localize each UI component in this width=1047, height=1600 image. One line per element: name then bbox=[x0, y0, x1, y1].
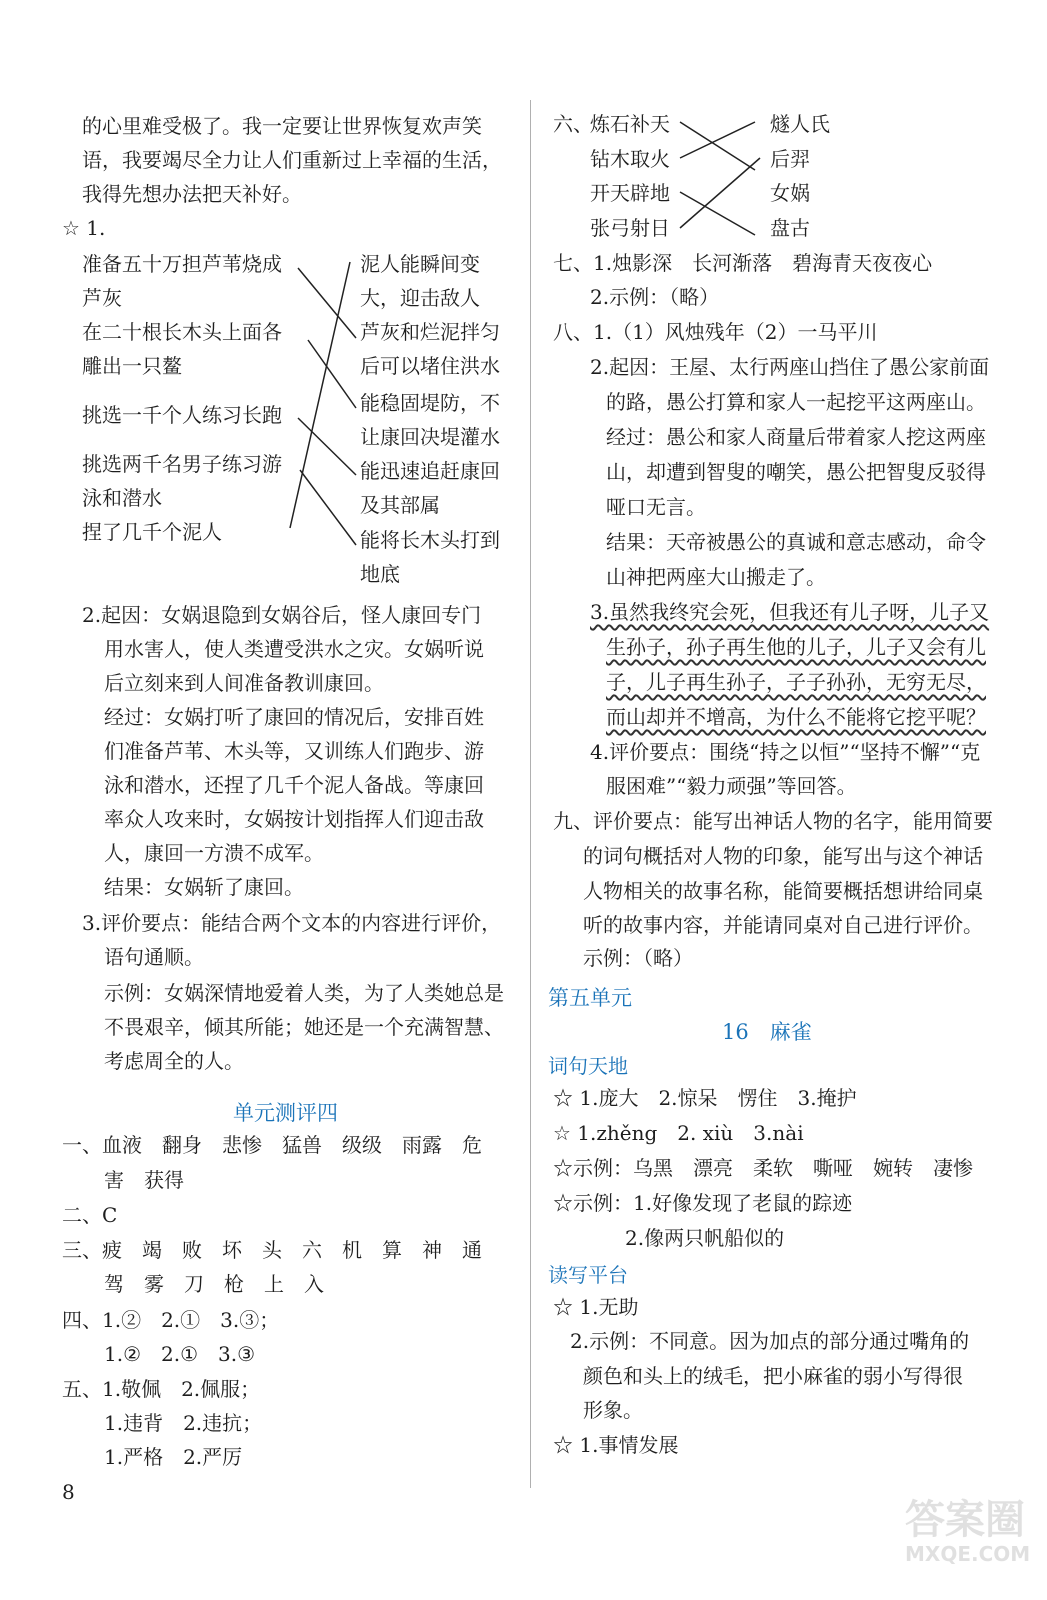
answer-wu-1: 五、1.敬佩 2.佩服； bbox=[62, 1377, 261, 1401]
match-left-4b: 泳和潜水 bbox=[82, 486, 162, 510]
ba2-line-4: 山，却遭到智叟的嘲笑，愚公把智叟反驳得 bbox=[606, 460, 986, 484]
ba2-line-2: 的路，愚公打算和家人一起挖平这两座山。 bbox=[606, 390, 986, 414]
q3-line-4: 不畏艰辛，倾其所能；她还是一个充满智慧、 bbox=[104, 1015, 504, 1039]
match-right-3b: 让康回决堤灌水 bbox=[360, 425, 500, 449]
match-right-1a: 泥人能瞬间变 bbox=[360, 252, 480, 276]
ciju-line-1: ☆ 1.庞大 2.惊呆 愣住 3.掩护 bbox=[553, 1086, 857, 1110]
ba2-line-6: 结果：天帝被愚公的真诚和意志感动，命令 bbox=[606, 530, 986, 554]
match-line-5 bbox=[300, 470, 356, 545]
watermark-text: 答案圈 bbox=[905, 1497, 1025, 1543]
ciju-line-5: 2.像两只帆船似的 bbox=[625, 1226, 785, 1250]
match-line-4 bbox=[298, 418, 356, 475]
match-left-5: 捏了几千个泥人 bbox=[82, 520, 222, 544]
ba3-line-2: 生孙子，孙子再生他的儿子，儿子又会有儿 bbox=[606, 635, 986, 659]
ciju-line-4: ☆示例：1.好像发现了老鼠的踪迹 bbox=[553, 1191, 853, 1215]
match-right-2a: 芦灰和烂泥拌匀 bbox=[360, 320, 500, 344]
ba3-line-1: 3.虽然我终究会死，但我还有儿子呀，儿子又 bbox=[590, 600, 990, 624]
ciju-heading: 词句天地 bbox=[548, 1054, 628, 1078]
liu-line-2 bbox=[680, 122, 755, 158]
liu-right-3: 女娲 bbox=[770, 181, 810, 205]
answer-wu-3: 1.严格 2.严厉 bbox=[104, 1445, 243, 1469]
duxie-line-3: 颜色和头上的绒毛，把小麻雀的弱小写得很 bbox=[583, 1364, 963, 1388]
match-line-3 bbox=[290, 262, 350, 528]
q2-line-2: 用水害人，使人类遭受洪水之灾。女娲听说 bbox=[104, 637, 484, 661]
match-right-1b: 大，迎击敌人 bbox=[360, 286, 480, 310]
ba4-line-1: 4.评价要点：围绕“持之以恒”“坚持不懈”“克 bbox=[590, 740, 981, 764]
q3-line-3: 示例：女娲深情地爱着人类，为了人类她总是 bbox=[104, 981, 504, 1005]
answer-qi-2: 2.示例：（略） bbox=[590, 285, 720, 309]
liu-line-3 bbox=[680, 192, 755, 235]
ba2-line-7: 山神把两座大山搬走了。 bbox=[606, 565, 826, 589]
q2-line-9: 结果：女娲斩了康回。 bbox=[104, 875, 304, 899]
duxie-line-4: 形象。 bbox=[583, 1398, 643, 1422]
watermark-url: MXQE.COM bbox=[905, 1542, 1031, 1566]
match-left-2a: 在二十根长木头上面各 bbox=[82, 320, 282, 344]
q2-line-1: 2.起因：女娲退隐到女娲谷后，怪人康回专门 bbox=[82, 603, 482, 627]
match-right-5a: 能将长木头打到 bbox=[360, 528, 500, 552]
ba3-line-3: 子，儿子再生孙子，子子孙孙，无穷无尽， bbox=[606, 670, 986, 694]
liu-right-2: 后羿 bbox=[770, 147, 810, 171]
intro-line-3: 我得先想办法把天补好。 bbox=[82, 182, 302, 206]
match-left-1b: 芦灰 bbox=[82, 286, 122, 310]
jiu-line-4: 听的故事内容，并能请同桌对自己进行评价。 bbox=[583, 913, 983, 937]
match-left-2b: 雕出一只鳌 bbox=[82, 354, 182, 378]
jiu-line-3: 人物相关的故事名称，能简要概括想讲给同桌 bbox=[583, 879, 983, 903]
intro-line-2: 语，我要竭尽全力让人们重新过上幸福的生活， bbox=[82, 148, 502, 172]
duxie-heading: 读写平台 bbox=[548, 1263, 628, 1287]
liu-left-3: 开天辟地 bbox=[590, 181, 670, 205]
q1-label: ☆ 1. bbox=[62, 216, 106, 240]
ba2-line-3: 经过：愚公和家人商量后带着家人挖这两座 bbox=[606, 425, 986, 449]
q3-line-1: 3.评价要点：能结合两个文本的内容进行评价， bbox=[82, 911, 502, 935]
duxie-line-5: ☆ 1.事情发展 bbox=[553, 1433, 679, 1457]
q2-line-4: 经过：女娲打听了康回的情况后，安排百姓 bbox=[104, 705, 484, 729]
match-right-3a: 能稳固堤防，不 bbox=[360, 391, 500, 415]
match-right-2b: 后可以堵住洪水 bbox=[360, 354, 500, 378]
answer-wu-2: 1.违背 2.违抗； bbox=[104, 1411, 263, 1435]
liu-line-4 bbox=[680, 158, 760, 228]
liu-left-4: 张弓射日 bbox=[590, 216, 670, 240]
jiu-line-5: 示例：（略） bbox=[583, 946, 693, 970]
q2-line-6: 泳和潜水，还捏了几千个泥人备战。等康回 bbox=[104, 773, 484, 797]
match-right-4b: 及其部属 bbox=[360, 493, 440, 517]
intro-line-1: 的心里难受极了。我一定要让世界恢复欢声笑 bbox=[82, 114, 482, 138]
watermark-logo bbox=[905, 1497, 1040, 1592]
duxie-line-1: ☆ 1.无助 bbox=[553, 1295, 639, 1319]
ba2-line-1: 2.起因：王屋、太行两座山挡住了愚公家前面 bbox=[590, 355, 990, 379]
answer-qi-1: 七、1.烛影深 长河渐落 碧海青天夜夜心 bbox=[553, 251, 933, 275]
q2-line-5: 们准备芦苇、木头等，又训练人们跑步、游 bbox=[104, 739, 484, 763]
liu-right-1: 燧人氏 bbox=[770, 112, 830, 136]
ciju-line-2: ☆ 1.zhěng 2. xiù 3.nài bbox=[553, 1121, 804, 1145]
liu-prefix: 六、 bbox=[553, 112, 593, 136]
q2-line-8: 人，康回一方溃不成军。 bbox=[104, 841, 324, 865]
q3-line-2: 语句通顺。 bbox=[104, 945, 204, 969]
answer-si-1: 四、1.② 2.① 3.③； bbox=[62, 1308, 280, 1332]
liu-right-4: 盘古 bbox=[770, 216, 810, 240]
liu-left-1: 炼石补天 bbox=[590, 112, 670, 136]
match-right-4a: 能迅速追赶康回 bbox=[360, 459, 500, 483]
jiu-line-2: 的词句概括对人物的印象，能写出与这个神话 bbox=[583, 844, 983, 868]
match-left-4a: 挑选两千名男子练习游 bbox=[82, 452, 282, 476]
liu-line-1 bbox=[680, 122, 755, 170]
liu-left-2: 钻木取火 bbox=[590, 147, 670, 171]
q2-line-3: 后立刻来到人间准备教训康回。 bbox=[104, 671, 384, 695]
match-line-1 bbox=[298, 268, 356, 338]
lesson-title: 16 麻雀 bbox=[722, 1020, 812, 1044]
unit-test-title: 单元测评四 bbox=[233, 1101, 338, 1125]
match-left-1a: 准备五十万担芦苇烧成 bbox=[82, 252, 282, 276]
answer-er: 二、C bbox=[62, 1203, 118, 1227]
q2-line-7: 率众人攻来时，女娲按计划指挥人们迎击敌 bbox=[104, 807, 484, 831]
match-line-2 bbox=[308, 340, 356, 408]
answer-san: 三、疲 竭 败 坏 头 六 机 算 神 通 bbox=[62, 1238, 482, 1262]
answer-ba-1: 八、1.（1）风烛残年（2）一马平川 bbox=[553, 320, 878, 344]
unit5-heading: 第五单元 bbox=[548, 986, 632, 1010]
match-left-3: 挑选一千个人练习长跑 bbox=[82, 403, 282, 427]
q3-line-5: 考虑周全的人。 bbox=[104, 1049, 244, 1073]
jiu-line-1: 九、评价要点：能写出神话人物的名字，能用简要 bbox=[553, 809, 993, 833]
page-number: 8 bbox=[62, 1480, 75, 1504]
answer-si-2: 1.② 2.① 3.③ bbox=[104, 1342, 256, 1366]
duxie-line-2: 2.示例：不同意。因为加点的部分通过嘴角的 bbox=[570, 1329, 970, 1353]
ciju-line-3: ☆示例：乌黑 漂亮 柔软 嘶哑 婉转 凄惨 bbox=[553, 1156, 973, 1180]
answer-yi: 一、血液 翻身 悲惨 猛兽 级级 雨露 危 bbox=[62, 1133, 482, 1157]
ba3-line-4: 而山却并不增高，为什么不能将它挖平呢？ bbox=[606, 705, 986, 729]
answer-san-cont: 驾 雾 刀 枪 上 入 bbox=[104, 1272, 324, 1296]
answer-yi-cont: 害 获得 bbox=[104, 1168, 184, 1192]
match-right-5b: 地底 bbox=[360, 562, 400, 586]
ba4-line-2: 服困难”“毅力顽强”等回答。 bbox=[606, 774, 857, 798]
ba2-line-5: 哑口无言。 bbox=[606, 495, 706, 519]
